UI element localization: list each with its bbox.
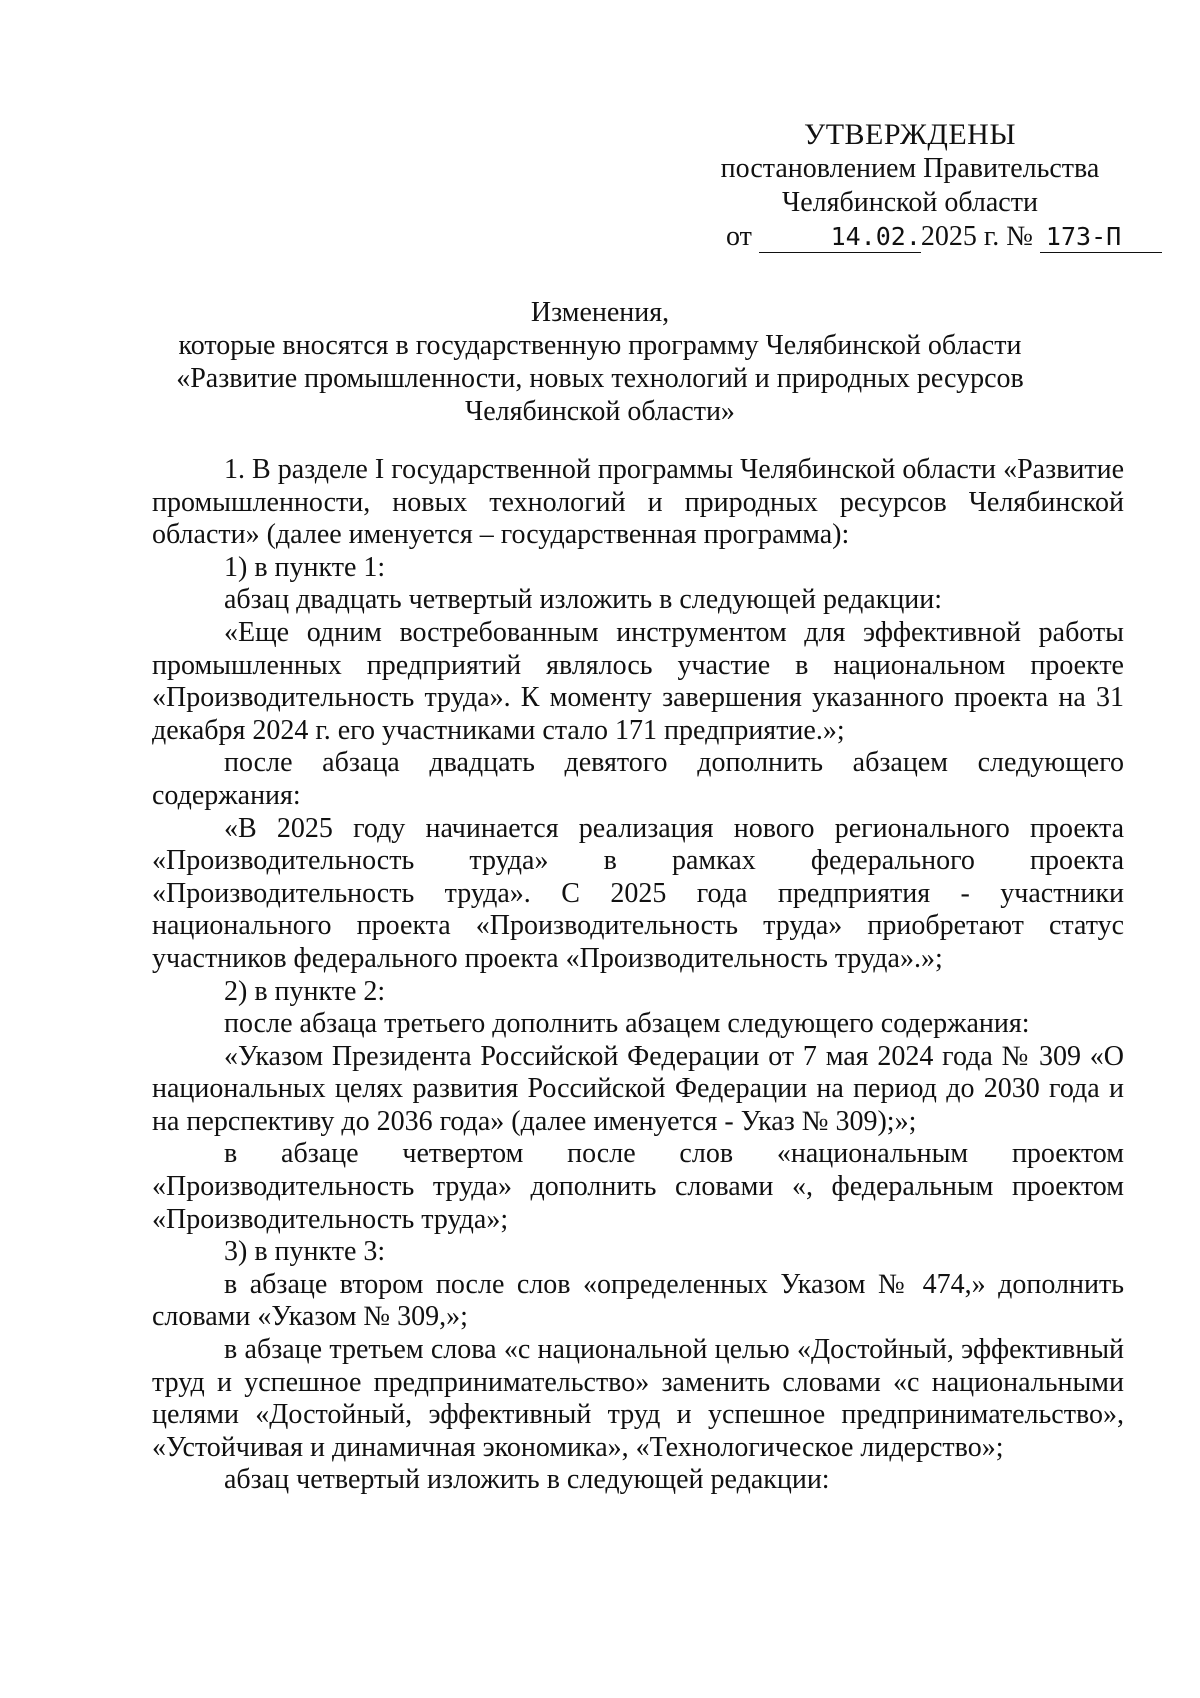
approval-prefix: от [726,221,752,252]
paragraph-instruction: абзац двадцать четвертый изложить в следующей редакции: [224,584,943,616]
paragraph-instruction: в абзаце четвертом после слов «национальным проектом «Производительность труда» дополнить словами «, федеральным проектом «Производительность труда»; [152,1138,1124,1235]
paragraph-instruction: в абзаце втором после слов «определенных Указом № 474,» дополнить словами «Указом № 309,»; [152,1268,1124,1333]
approval-year: 2025 г. № [920,221,1033,252]
paragraph-item-1: 1) в пункте 1: [224,551,386,583]
paragraph-section-1: 1. В разделе I государственной программы Челябинской области «Развитие промышленности, новых технологий и природных ресурсов Челябинской области» (далее именуется – государственная программа): [152,454,1124,551]
approval-date-line [700,220,1120,254]
paragraph-item-2: 2) в пункте 2: [224,975,386,1007]
paragraph-instruction: после абзаца третьего дополнить абзацем следующего содержания: [224,1008,1030,1040]
approval-number-handwritten: 173-П [1040,222,1162,253]
title-line-3: «Развитие промышленности, новых технологий и природных ресурсов [176,363,1024,394]
paragraph-item-3: 3) в пункте 3: [224,1236,386,1268]
document-body [152,454,1124,1497]
approval-stamp [700,118,1120,254]
approval-date-handwritten: 14.02. [759,222,921,253]
paragraph-quote: «В 2025 году начинается реализация нового регионального проекта «Производительность труда» в рамках федерального проекта «Производительность труда». С 2025 года предприятия - участники национального проекта «Производительность труда» приобретают статус участников федерального проекта «Производительность труда».»; [152,812,1124,974]
paragraph-instruction: в абзаце третьем слова «с национальной целью «Достойный, эффективный труд и успешное предпринимательство» заменить словами «с национальными целями «Достойный, эффективный труд и успешное предпринимательство», «Устойчивая и динамичная экономика», «Технологическое лидерство»; [152,1334,1124,1463]
paragraph-quote: «Указом Президента Российской Федерации от 7 мая 2024 года № 309 «О национальных целях развития Российской Федерации на период до 2030 года и на перспективу до 2036 года» (далее именуется - Указ № 309);»; [152,1040,1124,1137]
paragraph-instruction: после абзаца двадцать девятого дополнить абзацем следующего содержания: [152,747,1124,811]
title-line-1: Изменения, [530,297,670,328]
title-line-4: Челябинской области» [465,396,735,427]
paragraph-instruction: абзац четвертый изложить в следующей редакции: [224,1464,830,1496]
approval-line-region: Челябинской области [782,187,1038,218]
document-title [130,296,1070,428]
paragraph-quote: «Еще одним востребованным инструментом для эффективной работы промышленных предприятий являлось участие в национальном проекте «Производительность труда». К моменту завершения указанного проекта на 31 декабря 2024 г. его участниками стало 171 предприятие.»; [152,616,1124,746]
title-line-2: которые вносятся в государственную программу Челябинской области [178,330,1022,361]
approval-line-resolution: постановлением Правительства [720,153,1100,184]
approval-title: УТВЕРЖДЕНЫ [803,118,1017,151]
